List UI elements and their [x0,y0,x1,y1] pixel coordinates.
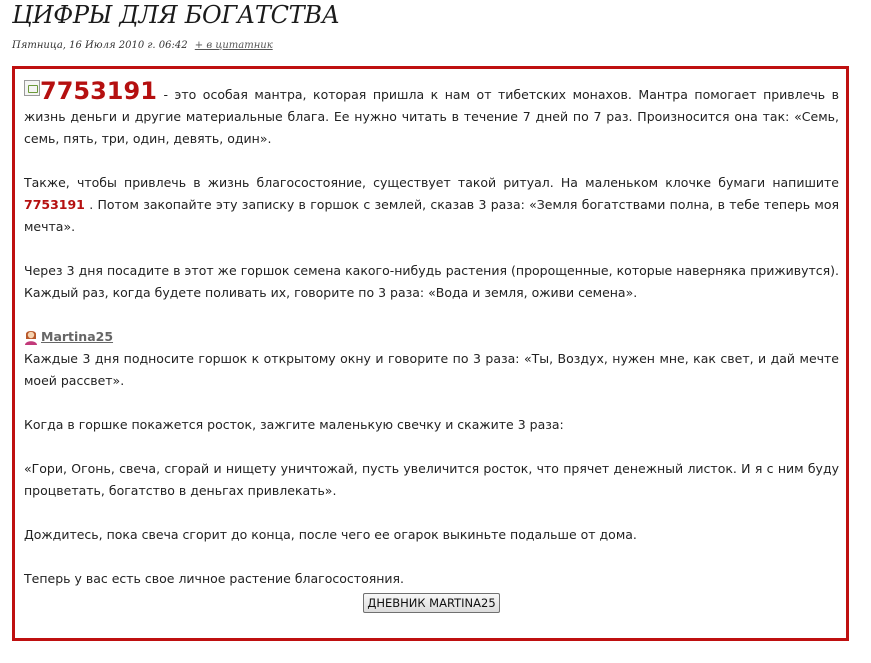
paragraph-air: Каждые 3 дня подносите горшок к открытому окну и говорите по 3 раза: «Ты, Воздух, нужен мне, как свет, и дай мечте моей рассвет». [24,351,839,388]
post-meta [12,40,273,51]
paragraph-ending: Дождитесь, пока свеча сгорит до конца, после чего ее огарок выкиньте подальше от дома. [24,527,637,542]
paragraph-seeds: Через 3 дня посадите в этот же горшок семена какого-нибудь растения (пророщенные, которые наверняка приживутся). Каждый раз, когда будете поливать их, говорите по 3 раза: «Вода и земля, оживи семена». [24,263,839,300]
paragraph-candle: Когда в горшке покажется росток, зажгите маленькую свечку и скажите 3 раза: [24,417,564,432]
user-avatar-icon [24,329,38,345]
post-body [24,77,839,613]
diary-button[interactable]: ДНЕВНИК MARTINA25 [363,593,499,613]
paragraph-mantra [24,77,839,150]
paragraph-ritual-text-b: . Потом закопайте эту записку в горшок с землей, сказав 3 раза: «Земля богатствами полна, в тебе теперь моя мечта». [24,197,839,234]
add-to-quotes-link[interactable]: + в цитатник [194,40,273,51]
username-link[interactable]: Martina25 [41,329,114,344]
post-date: Пятница, 16 Июля 2010 г. 06:42 [12,40,188,51]
paragraph-mantra-text: - это особая мантра, которая пришла к нам от тибетских монахов. Мантра помогает привлечь в жизнь деньги и другие материальные блага. Ее нужно читать в течение 7 дней по 7 раз. Произносится она так: «Семь, семь, пять, три, один, девять, один». [24,87,839,146]
user-line [24,326,839,348]
post-title: ЦИФРЫ ДЛЯ БОГАТСТВА [12,1,340,29]
post-content-box [12,66,849,641]
paragraph-ritual-text-a: Также, чтобы привлечь в жизнь благосостояние, существует такой ритуал. На маленьком клочке бумаги напишите [24,175,839,190]
paragraph-fire: «Гори, Огонь, свеча, сгорай и нищету уничтожай, пусть увеличится росток, что прячет денежный листок. И я с ним буду процветать, богатство в деньгах привлекать». [24,461,839,498]
mantra-number: 7753191 [40,77,157,105]
ritual-number: 7753191 [24,197,85,212]
paragraph-final: Теперь у вас есть свое личное растение благосостояния. [24,571,405,586]
broken-image-icon [24,80,40,96]
paragraph-ritual [24,172,839,238]
